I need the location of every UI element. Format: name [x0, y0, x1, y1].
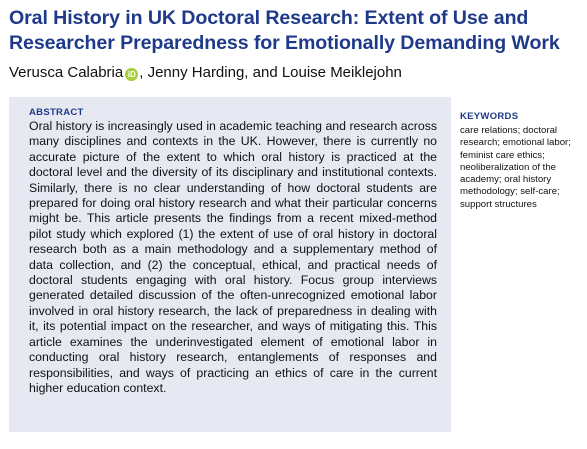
abstract-heading: ABSTRACT [29, 107, 84, 118]
co-authors: , Jenny Harding, and Louise Meiklejohn [139, 64, 402, 81]
orcid-icon[interactable]: iD [125, 68, 138, 81]
article-title: Oral History in UK Doctoral Research: Extent of Use and Researcher Preparedness for Emotionally Demanding Work [9, 7, 560, 54]
abstract-panel [9, 97, 451, 432]
author-name: Verusca Calabria [9, 64, 124, 81]
keywords-heading: KEYWORDS [460, 111, 519, 122]
abstract-body: Oral history is increasingly used in academic teaching and research across many disciplines and contexts in the UK. However, there is currently no accurate picture of the extent to which oral history is practiced at the doctoral level and the diversity of its disciplinary and institutional contexts. Similarly, there is no clear understanding of how doctoral students are prepared for doing oral history research and what their particular concerns might be. This article presents the findings from a recent mixed-method pilot study which explored (1) the extent of use of oral history in doctoral research both as a main methodology and a supplementary method of data collection, and (2) the conceptual, ethical, and practical needs of doctoral students engaging with oral history. Focus group interviews generated detailed discussion of the often-unrecognized emotional labor involved in oral history research, the lack of preparedness in dealing with it, its potential impact on the researcher, and ways of mitigating this. This article examines the underinvestigated element of emotional labor in conducting oral history research, entanglements of responses and responsibilities, and ways of practicing an ethics of care in the current higher education context. [29, 119, 437, 395]
keywords-list: care relations; doctoral research; emotional labor; feminist care ethics; neoliberalization of the academy; oral history methodology; self-care; support structures [460, 125, 571, 210]
author-list [9, 64, 402, 82]
